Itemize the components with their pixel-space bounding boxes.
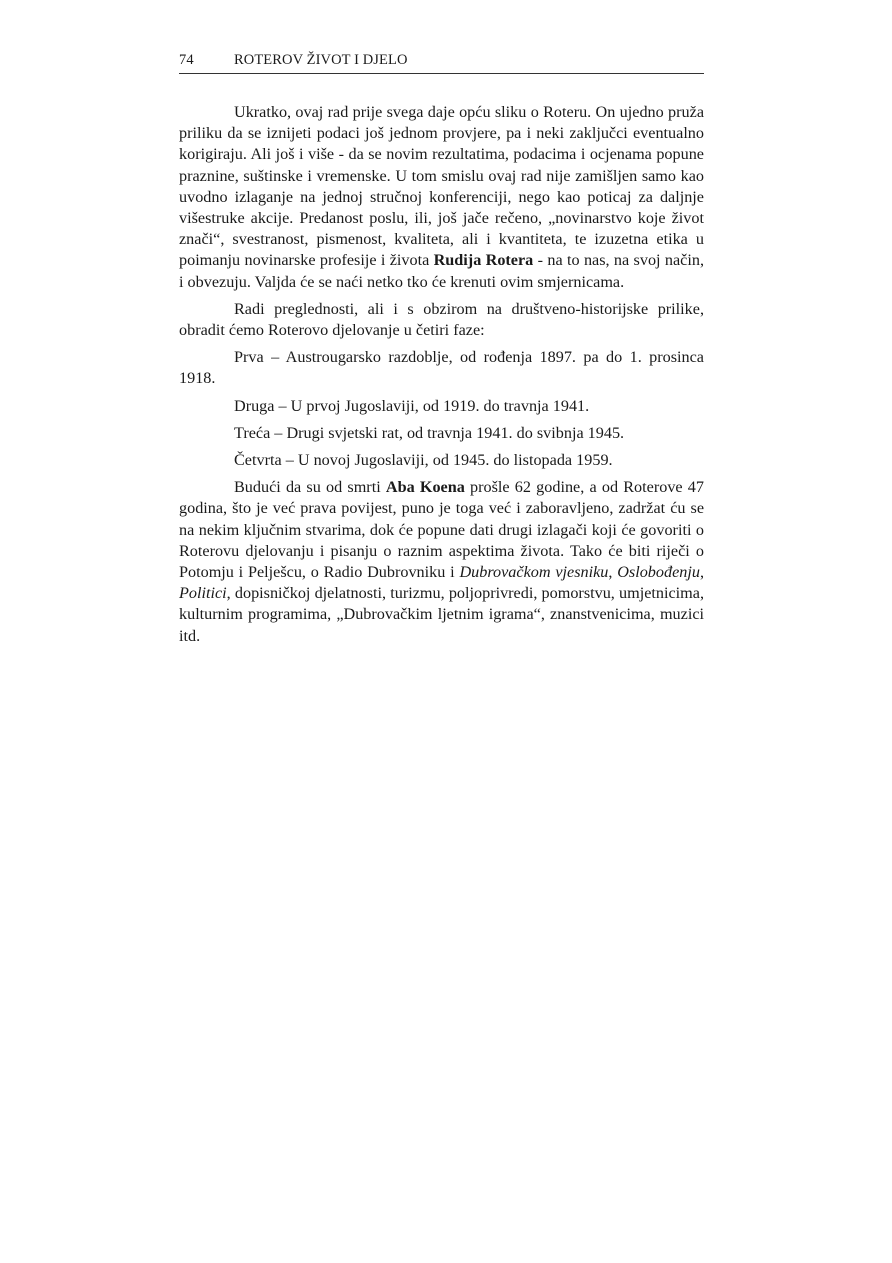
italic-title: Dubrovačkom vjesniku [459, 563, 609, 582]
paragraph-text: Budući da su od smrti [234, 478, 386, 497]
book-page [179, 52, 704, 653]
paragraph-text: , [699, 563, 704, 582]
phase-item-4: Četvrta – U novoj Jugoslaviji, od 1945. do listopada 1959. [234, 451, 613, 470]
page-number: 74 [179, 52, 194, 68]
body-text [179, 102, 704, 647]
phase-item-3: Treća – Drugi svjetski rat, od travnja 1941. do svibnja 1945. [234, 423, 625, 442]
paragraph-text: , [608, 563, 618, 582]
phase-item-1: Prva – Austrougarsko razdoblje, od rođenja 1897. pa do 1. prosinca 1918. [179, 348, 704, 388]
bold-name: Rudija Rotera [433, 251, 534, 270]
running-title: ROTEROV ŽIVOT I DJELO [234, 52, 408, 68]
paragraph-phases-intro: Radi preglednosti, ali i s obzirom na društveno-historijske prilike, obradit ćemo Roterovo djelovanje u četiri faze: [179, 299, 704, 340]
italic-title: Oslobođenju [617, 563, 700, 582]
paragraph-text: prošle 62 godine, a od Roterove 47 godina, što je već prava povijest, puno je toga već i zaboravljeno, zadržat ću se na nekim ključnim stvarima, dok će popune dati drugi izlagači koji će govoriti o Roterovu djelovanju i pisanju o raznim aspektima života. Tako će biti riječi o Potomju i Pelješcu, o Radio Dubrovniku i [179, 478, 704, 582]
paragraph-text: Ukratko, ovaj rad prije svega daje opću sliku o Roteru. On ujedno pruža priliku da se iznijeti podaci još jednom provjere, pa i neki zaključci eventualno korigiraju. Ali još i više - da se novim rezultatima, podacima i ocjenama popune praznine, suštinske i vremenske. U tom smislu ovaj rad nije zamišljen samo kao uvodno izlaganje na jednoj stručnoj konferenciji, nego kao poticaj za daljnje višestruke akcije. Predanost poslu, ili, još jače rečeno, „novinarstvo koje život znači“, svestranost, pismenost, kvaliteta, ali i kvantiteta, te izuzetna etika u poimanju novinarske profesije i života [179, 103, 704, 270]
paragraph-topics [179, 477, 704, 647]
bold-name: Aba Koena [385, 478, 465, 497]
italic-title: Politici [179, 584, 227, 603]
phase-item-2: Druga – U prvoj Jugoslaviji, od 1919. do travnja 1941. [234, 396, 590, 415]
paragraph-text: , dopisničkoj djelatnosti, turizmu, poljoprivredi, pomorstvu, umjetnicima, kulturnim programima, „Dubrovačkim ljetnim igrama“, znanstvenicima, muzici itd. [179, 584, 704, 645]
paragraph-summary [179, 102, 704, 293]
running-header [179, 52, 704, 74]
paragraph-text: - na to nas, na svoj način, i obvezuju. Valjda će se naći netko tko će krenuti ovim smjernicama. [179, 251, 704, 291]
